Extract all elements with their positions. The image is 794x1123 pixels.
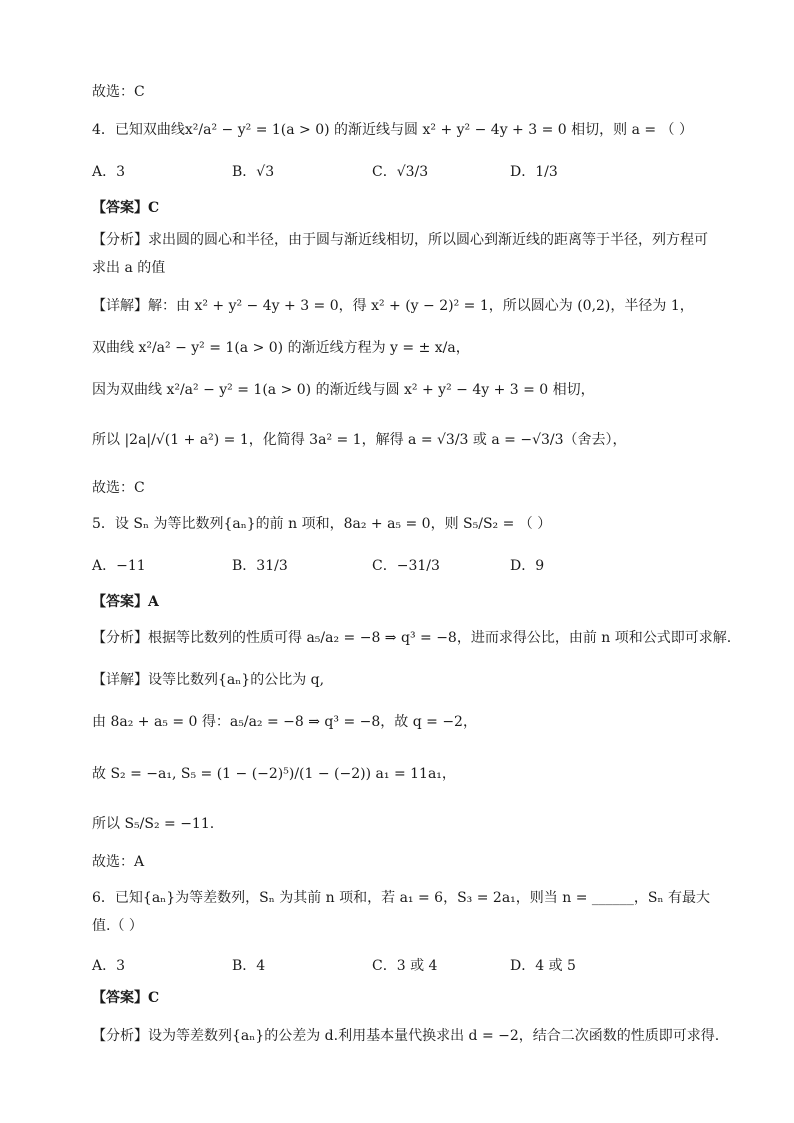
q6-option-b: B．4 (232, 958, 266, 974)
text-line: 故选：C (92, 480, 145, 496)
answer-label: 【答案】C (92, 990, 160, 1006)
answer-label: 【答案】A (92, 594, 159, 610)
analysis-text: 【分析】设为等差数列{aₙ}的公差为 d.利用基本量代换求出 d = −2，结合二次函数的性质即可求得. (92, 1028, 720, 1044)
analysis-text: 【分析】求出圆的圆心和半径，由于圆与渐近线相切，所以圆心到渐近线的距离等于半径，列方程可求出 a 的值 (92, 232, 708, 276)
q4-option-c: C．√3/3 (372, 164, 429, 180)
q6-option-d: D．4 或 5 (510, 958, 576, 974)
detail-text: 所以 S₅/S₂ = −11. (92, 816, 215, 832)
detail-text: 所以 |2a|/√(1 + a²) = 1，化简得 3a² = 1，解得 a = √3/3 或 a = −√3/3（舍去）， (92, 432, 627, 448)
question-4: 4．已知双曲线x²/a² − y² = 1(a > 0) 的渐近线与圆 x² + y² − 4y + 3 = 0 相切，则 a = （ ） (92, 122, 694, 138)
q5-option-c: C．−31/3 (372, 558, 440, 574)
detail-text: 由 8a₂ + a₅ = 0 得：a₅/a₂ = −8 ⇒ q³ = −8，故 q = −2， (92, 714, 477, 730)
analysis-text: 【分析】根据等比数列的性质可得 a₅/a₂ = −8 ⇒ q³ = −8，进而求得公比，由前 n 项和公式即可求解. (92, 630, 732, 646)
answer-label: 【答案】C (92, 200, 160, 216)
question-5: 5．设 Sₙ 为等比数列{aₙ}的前 n 项和，8a₂ + a₅ = 0，则 S₅/S₂ = （ ） (92, 516, 552, 532)
text-line: 故选：A (92, 854, 145, 870)
q4-option-b: B．√3 (232, 164, 275, 180)
question-6: 6．已知{aₙ}为等差数列，Sₙ 为其前 n 项和，若 a₁ = 6，S₃ = 2a₁，则当 n = ______，Sₙ 有最大值.（ ） (92, 890, 710, 934)
detail-text: 因为双曲线 x²/a² − y² = 1(a > 0) 的渐近线与圆 x² + y² − 4y + 3 = 0 相切， (92, 382, 595, 398)
q4-option-d: D．1/3 (510, 164, 558, 180)
detail-text: 【详解】设等比数列{aₙ}的公比为 q, (92, 672, 325, 688)
detail-text: 【详解】解：由 x² + y² − 4y + 3 = 0，得 x² + (y − 2)² = 1，所以圆心为 (0,2)，半径为 1， (92, 298, 694, 314)
q5-option-a: A．−11 (92, 558, 146, 574)
q5-option-b: B．31/3 (232, 558, 288, 574)
detail-text: 双曲线 x²/a² − y² = 1(a > 0) 的渐近线方程为 y = ± x/a， (92, 340, 470, 356)
text-line: 故选：C (92, 84, 145, 100)
q6-option-c: C．3 或 4 (372, 958, 438, 974)
q6-option-a: A．3 (92, 958, 126, 974)
q4-option-a: A．3 (92, 164, 126, 180)
detail-text: 故 S₂ = −a₁, S₅ = (1 − (−2)⁵)/(1 − (−2)) a₁ = 11a₁， (92, 766, 456, 782)
q5-option-d: D．9 (510, 558, 545, 574)
